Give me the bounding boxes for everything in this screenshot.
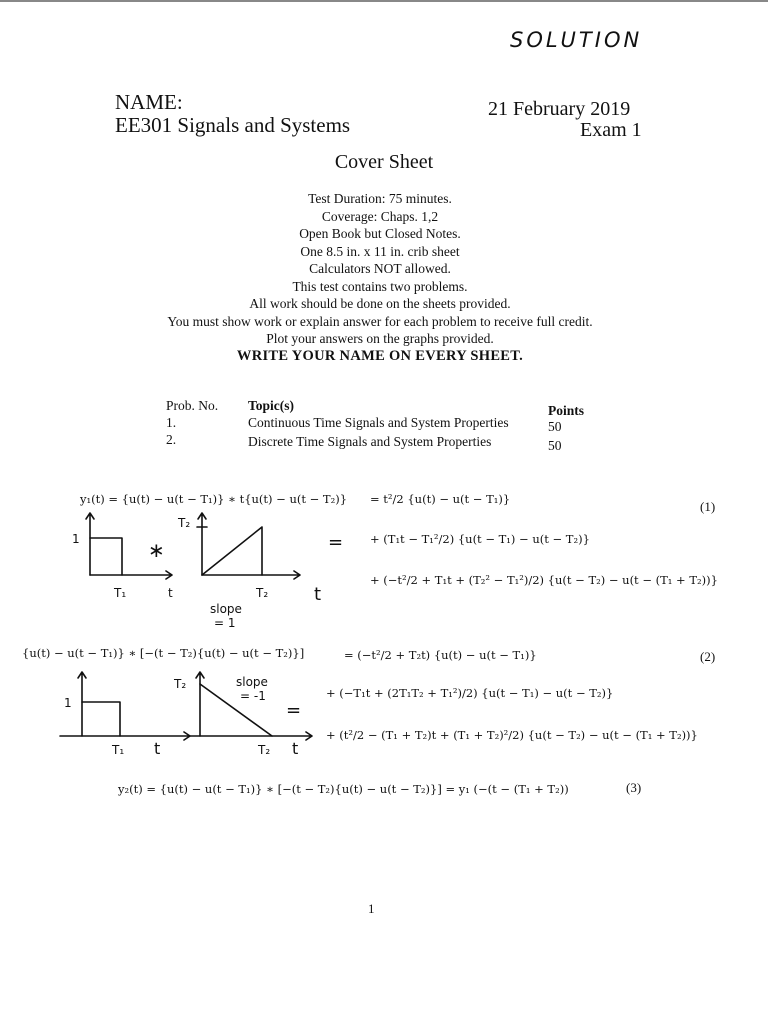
name-label: NAME: <box>115 90 183 114</box>
instruction-line: You must show work or explain answer for each problem to receive full credit. <box>167 313 593 329</box>
table-header-probno: Prob. No. <box>166 398 219 413</box>
instruction-line: Plot your answers on the graphs provided. <box>266 331 494 346</box>
label-one: 1 <box>72 532 80 546</box>
eq2-lhs: {u(t) − u(t − T₁)} ∗ [−(t − T₂){u(t) − u(t − T₂)}] <box>22 646 305 660</box>
rect-pulse <box>90 538 122 575</box>
eq1-number: (1) <box>700 499 716 514</box>
table-cell: Continuous Time Signals and System Properties <box>248 415 509 430</box>
problem-table <box>166 398 606 458</box>
exam-number: Exam 1 <box>580 119 642 141</box>
instruction-line: Calculators NOT allowed. <box>309 261 451 276</box>
conv-star: ∗ <box>148 538 165 562</box>
equals-sign: = <box>286 700 302 721</box>
label-t: t <box>168 586 173 600</box>
instruction-line: Coverage: Chaps. 1,2 <box>321 208 439 224</box>
equals-sign: = <box>328 532 344 553</box>
eq1-line3: + (−t²/2 + T₁t + (T₂² − T₁²)/2) {u(t − T₂) − u(t − (T₁ + T₂))} <box>370 573 718 587</box>
label-t: t <box>314 584 322 605</box>
axis <box>86 513 94 575</box>
axis <box>60 732 190 740</box>
label-t: t <box>292 739 299 758</box>
label-T2: T₂ <box>258 743 271 757</box>
eq1-lhs: y₁(t) = {u(t) − u(t − T₁)} ∗ t{u(t) − u(t − T₂)} <box>80 492 348 506</box>
eq1-line1: = t²/2 {u(t) − u(t − T₁)} <box>370 492 511 506</box>
eq1-line2: + (T₁t − T₁²/2) {u(t − T₁) − u(t − T₂)} <box>370 532 590 546</box>
eq2-line2: + (−T₁t + (2T₁T₂ + T₁²)/2) {u(t − T₁) − u(t − T₂)} <box>326 686 614 700</box>
label-slope-val: = -1 <box>240 689 266 703</box>
axis <box>198 513 206 575</box>
label-T2: T₂ <box>174 677 187 691</box>
instruction-line: Test Duration: 75 minutes. <box>308 191 452 206</box>
table-header-points: Points <box>548 403 585 418</box>
table-cell: 50 <box>548 438 562 453</box>
axis <box>90 571 172 579</box>
exam-date: 21 February 2019 <box>488 98 631 120</box>
table-header-topic: Topic(s) <box>248 398 295 413</box>
label-T2: T₂ <box>256 586 269 600</box>
sketch-conv-1 <box>40 505 344 630</box>
instructions-block <box>100 190 660 365</box>
label-T2: T₂ <box>178 516 191 530</box>
solution-mark: SOLUTION <box>510 28 643 52</box>
cover-title: Cover Sheet <box>334 151 434 173</box>
instruction-line: One 8.5 in. x 11 in. crib sheet <box>300 243 460 259</box>
label-slope: slope <box>236 675 268 689</box>
top-rule <box>0 0 768 2</box>
table-cell: 1. <box>166 415 177 430</box>
axis <box>78 672 86 736</box>
sketch-conv-2 <box>40 668 340 763</box>
label-slope-val: = 1 <box>214 616 236 630</box>
table-cell: Discrete Time Signals and System Properties <box>248 434 492 449</box>
table-cell: 2. <box>166 432 177 447</box>
label-slope: slope <box>210 602 242 616</box>
instruction-line: All work should be done on the sheets provided. <box>249 296 511 311</box>
eq3: y₂(t) = {u(t) − u(t − T₁)} ∗ [−(t − T₂){u(t) − u(t − T₂)}] = y₁ (−(t − (T₁ + T₂)) <box>118 782 569 796</box>
axis <box>202 571 300 579</box>
page-number: 1 <box>368 901 375 916</box>
ramp <box>202 527 262 575</box>
label-one: 1 <box>64 696 72 710</box>
eq2-number: (2) <box>700 649 716 664</box>
label-t: t <box>154 739 161 758</box>
label-T1: T₁ <box>112 743 125 757</box>
instruction-line: This test contains two problems. <box>292 278 468 294</box>
eq2-line1: = (−t²/2 + T₂t) {u(t) − u(t − T₁)} <box>344 648 537 662</box>
rect-pulse <box>82 702 120 736</box>
table-cell: 50 <box>548 419 562 434</box>
course-title: EE301 Signals and Systems <box>115 113 351 137</box>
eq3-number: (3) <box>626 780 642 795</box>
label-T1: T₁ <box>114 586 127 600</box>
instruction-bold: WRITE YOUR NAME ON EVERY SHEET. <box>236 347 524 364</box>
instruction-line: Open Book but Closed Notes. <box>299 226 461 241</box>
axis <box>196 672 204 736</box>
eq2-line3: + (t²/2 − (T₁ + T₂)t + (T₁ + T₂)²/2) {u(t − T₂) − u(t − (T₁ + T₂))} <box>326 728 698 742</box>
